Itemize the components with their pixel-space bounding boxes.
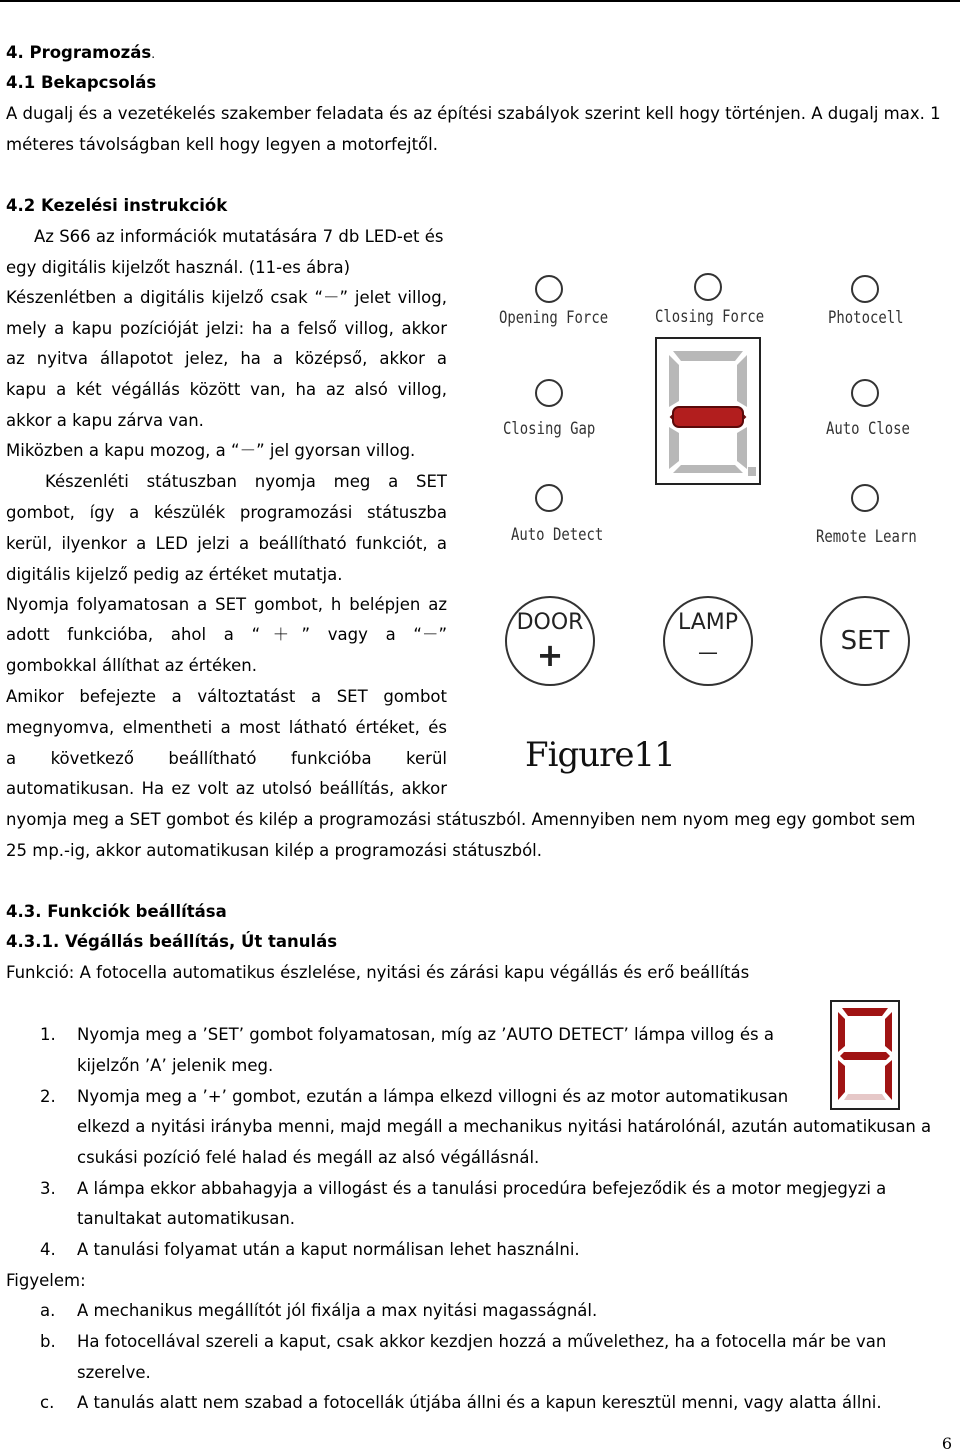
function-line: Funkció: A fotocella automatikus észlelése, nyitási és zárási kapu végállás és erő beállítás xyxy=(6,963,750,982)
note-line: szerelve. xyxy=(77,1363,151,1382)
label-auto-detect: Auto Detect xyxy=(511,525,604,545)
note-letter: a. xyxy=(40,1301,56,1320)
door-label: DOOR xyxy=(516,610,584,635)
led-auto-detect xyxy=(535,484,563,512)
paragraph-line: 25 mp.-ig, akkor automatikusan kilép a programozási státuszból. xyxy=(6,841,543,860)
paragraph-line: kapu a két végállás között van, ha az alsó villog, xyxy=(6,380,447,399)
seven-segment-a-display xyxy=(830,1000,900,1110)
paragraph-line: kerül, ilyenkor a LED jelzi a beállítható funkciót, a xyxy=(6,534,447,553)
lamp-label: LAMP xyxy=(677,610,739,635)
label-opening-force: Opening Force xyxy=(499,308,609,328)
subsection-heading-4-2: 4.2 Kezelési instrukciók xyxy=(6,196,228,215)
paragraph-line: nyomja meg a SET gombot és kilép a programozási státuszból. Amennyiben nem nyom meg egy gombot sem xyxy=(6,810,916,829)
paragraph-line: a következő beállítható funkcióba kerül xyxy=(6,749,447,768)
step-line: kijelzőn ’A’ jelenik meg. xyxy=(77,1056,274,1075)
paragraph-line: méteres távolságban kell hogy legyen a motorfejtől. xyxy=(6,135,438,154)
page-number: 6 xyxy=(941,1434,952,1453)
label-photocell: Photocell xyxy=(828,308,904,328)
set-label: SET xyxy=(840,626,890,656)
subsection-heading-4-3-1: 4.3.1. Végállás beállítás, Út tanulás xyxy=(6,932,338,951)
paragraph-line: az nyitva állapotot jelez, ha a középső, akkor a xyxy=(6,349,447,368)
paragraph-line: gombokkal állíthat az értéken. xyxy=(6,656,257,675)
step-line: Nyomja meg a ’+’ gombot, ezután a lámpa elkezd villogni és az motor automatikusan xyxy=(77,1087,789,1106)
paragraph-line: digitális kijelző pedig az értéket mutatja. xyxy=(6,565,343,584)
lamp-minus-button xyxy=(663,596,753,686)
plus-sign: + xyxy=(536,636,564,674)
paragraph-line: Az S66 az információk mutatására 7 db LED-et és xyxy=(34,227,444,246)
paragraph-line: mely a kapu pozícióját jelzi: ha a felső villog, akkor xyxy=(6,319,447,338)
label-remote-learn: Remote Learn xyxy=(816,527,917,547)
led-closing-gap xyxy=(535,379,563,407)
top-rule xyxy=(0,0,960,2)
note-line: Ha fotocellával szereli a kaput, csak akkor kezdjen hozzá a művelethez, ha a fotocella már be van xyxy=(77,1332,887,1351)
paragraph-line: Készenléti státuszban nyomja meg a SET xyxy=(45,472,447,491)
led-opening-force xyxy=(535,275,563,303)
paragraph-line: automatikusan. Ha ez volt az utolsó beállítás, akkor xyxy=(6,779,447,798)
step-number: 2. xyxy=(40,1087,56,1106)
step-number: 3. xyxy=(40,1179,56,1198)
step-line: A tanulási folyamat után a kaput normálisan lehet használni. xyxy=(77,1240,580,1259)
seven-segment-display xyxy=(655,337,761,485)
step-number: 1. xyxy=(40,1025,56,1044)
label-auto-close: Auto Close xyxy=(826,419,910,439)
step-line: Nyomja meg a ’SET’ gombot folyamatosan, míg az ’AUTO DETECT’ lámpa villog és a xyxy=(77,1025,774,1044)
paragraph-line: gombot, így a készülék programozási státuszba xyxy=(6,503,447,522)
step-line: elkezd a nyitási irányba menni, majd megáll a mechanikus nyitási határolónál, azután automatikusan a xyxy=(77,1117,932,1136)
paragraph-line: Miközben a kapu mozog, a “－” jel gyorsan villog. xyxy=(6,441,416,460)
led-photocell xyxy=(851,275,879,303)
door-plus-button xyxy=(505,596,595,686)
note-line: A mechanikus megállítót jól fixálja a max nyitási magasságnál. xyxy=(77,1301,598,1320)
step-line: csukási pozíció felé halad és megáll az alsó végállásnál. xyxy=(77,1148,540,1167)
paragraph-line: egy digitális kijelzőt használ. (11-es ábra) xyxy=(6,258,351,277)
paragraph-line: A dugalj és a vezetékelés szakember feladata és az építési szabályok szerint kell hogy történjen. A dugalj max. 1 xyxy=(6,104,941,123)
label-closing-gap: Closing Gap xyxy=(503,419,596,439)
paragraph-line: Nyomja folyamatosan a SET gombot, h belépjen az xyxy=(6,595,447,614)
paragraph-line: Készenlétben a digitális kijelző csak “－” jelet villog, xyxy=(6,288,447,307)
figure-caption: Figure11 xyxy=(525,735,675,775)
paragraph-line: Amikor befejezte a változtatást a SET gombot xyxy=(6,687,447,706)
set-button xyxy=(820,596,910,686)
figyelem-label: Figyelem: xyxy=(6,1271,86,1290)
paragraph-line: akkor a kapu zárva van. xyxy=(6,411,204,430)
paragraph-line: megnyomva, elmentheti a most látható értéket, és xyxy=(6,718,447,737)
note-line: A tanulás alatt nem szabad a fotocellák útjába állni és a kapun keresztül menni, vagy alatta állni. xyxy=(77,1393,882,1412)
subsection-heading-4-3: 4.3. Funkciók beállítása xyxy=(6,902,227,921)
led-closing-force xyxy=(694,273,722,301)
step-line: A lámpa ekkor abbahagyja a villogást és a tanulási procedúra befejeződik és a motor megjegyzi a xyxy=(77,1179,887,1198)
note-letter: c. xyxy=(40,1393,55,1412)
led-auto-close xyxy=(851,379,879,407)
step-line: tanultakat automatikusan. xyxy=(77,1209,296,1228)
step-number: 4. xyxy=(40,1240,56,1259)
minus-sign: — xyxy=(698,640,718,664)
subsection-heading-4-1: 4.1 Bekapcsolás xyxy=(6,73,157,92)
section-heading: 4. Programozás. xyxy=(6,43,156,62)
note-letter: b. xyxy=(40,1332,56,1351)
label-closing-force: Closing Force xyxy=(655,307,765,327)
paragraph-line: adott funkcióba, ahol a “＋” vagy a “－” xyxy=(6,625,447,644)
led-remote-learn xyxy=(851,484,879,512)
